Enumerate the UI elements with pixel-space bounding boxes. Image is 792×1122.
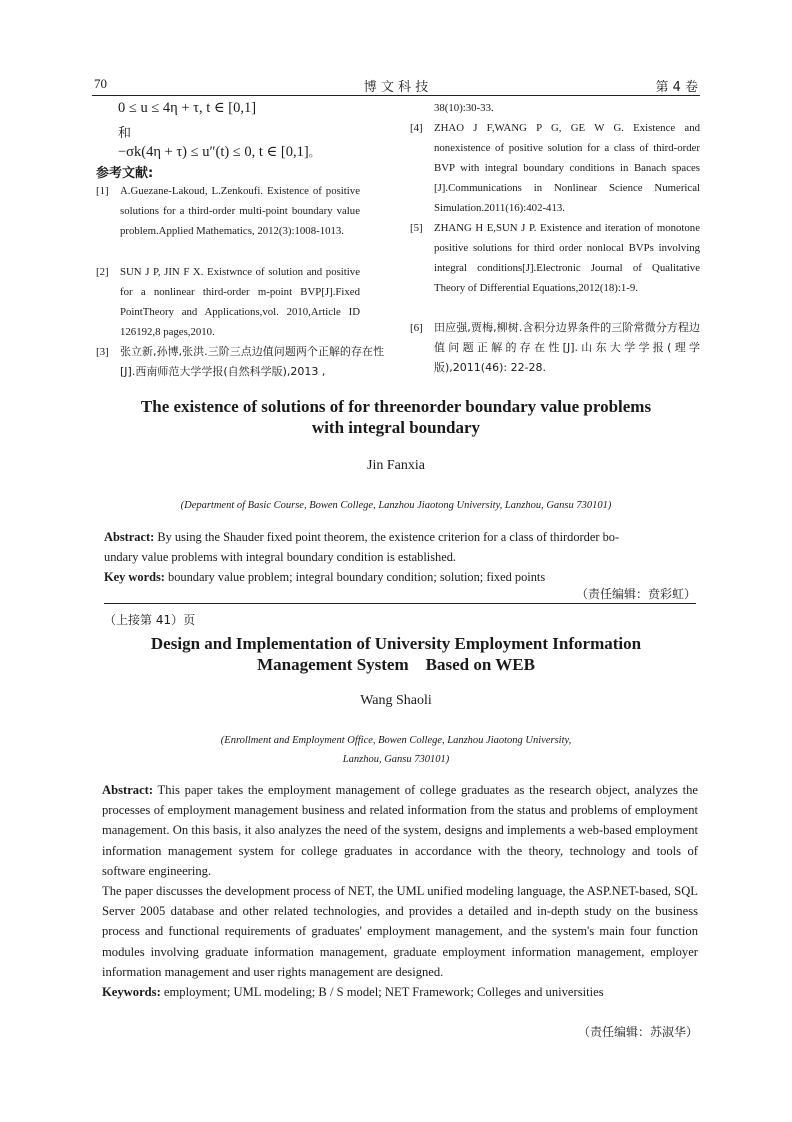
article2-title	[60, 633, 732, 675]
article1-title-line-2: with integral boundary	[311, 418, 481, 437]
keywords-label: Key words:	[104, 570, 165, 585]
reference-number: [1]	[96, 185, 109, 197]
article1-title	[60, 396, 732, 438]
keywords-text: boundary value problem; integral boundary condition; solution; fixed points	[164, 570, 546, 585]
reference-2	[96, 262, 360, 342]
article1-abstract	[104, 527, 690, 588]
reference-text: A.Guezane-Lakoud, L.Zenkoufi. Existence of positive solutions for a third-order multi-point boundary value problem.Applied Mathematics, 2012(3):1008-1013.	[120, 185, 360, 237]
article1-affiliation: (Department of Basic Course, Bowen College, Lanzhou Jiaotong University, Lanzhou, Gansu 730101)	[180, 500, 612, 511]
keywords-text: employment; UML modeling; B / S model; NET Framework; Colleges and universities	[160, 985, 604, 1000]
references-heading: 参考文献:	[96, 166, 154, 181]
section-rule	[104, 603, 696, 604]
article2-title-line-1: Design and Implementation of University Employment Information	[150, 634, 642, 653]
reference-number: [6]	[410, 322, 423, 334]
journal-name: 博 文 科 技	[363, 80, 429, 95]
reference-4	[410, 118, 700, 218]
reference-text: ZHAO J F,WANG P G, GE W G. Existence and nonexistence of positive solution for a class of third-order BVP with integral boundary conditions in Banach spaces [J].Communications in Nonlinear Science Numerical Simulation.2011(16):402-413.	[434, 122, 700, 214]
article2-abstract-p2: The paper discusses the development process of NET, the UML unified modeling language, the ASP.NET-based, SQL Server 2005 database and other related technologies, and provides a detailed and in-depth study on the business process and functional requirements of graduates' employment management, and the system's main four function modules involving graduate information management, graduate employment information management, employer information management and user rights management are designed.	[102, 884, 698, 979]
reference-text: 张立新,孙博,张洪.三阶三点边值问题两个正解的存在性[J].西南师范大学学报(自然科学版),2013 ,	[120, 345, 384, 378]
article2-affiliation-line-1: (Enrollment and Employment Office, Bowen College, Lanzhou Jiaotong University,	[220, 735, 572, 746]
reference-text: 田应强,贾梅,柳树.含积分边界条件的三阶常微分方程边值问题正解的存在性[J].山东大学学报(理学版),2011(46): 22-28.	[434, 321, 700, 374]
article1-abstract-line-1	[104, 527, 690, 547]
math-line-2	[118, 144, 320, 161]
header-rule	[92, 95, 700, 96]
article2-abstract	[102, 780, 698, 1002]
abstract-text-1: By using the Shauder fixed point theorem, the existence criterion for a class of thirdorder bo-	[154, 530, 620, 544]
abstract-label: Abstract:	[104, 530, 155, 544]
page-number: 70	[94, 76, 107, 91]
math-line-1: 0 ≤ u ≤ 4η + τ, t ∈ [0,1]	[118, 100, 257, 116]
article1-abstract-line-2: undary value problems with integral boundary condition is established.	[104, 550, 457, 565]
article1-editor: （责任编辑：贲彩虹）	[575, 587, 696, 601]
article2-author: Wang Shaoli	[360, 693, 432, 708]
reference-number: [3]	[96, 346, 109, 358]
article2-editor: （责任编辑：苏淑华）	[577, 1025, 698, 1039]
reference-3-continuation: 38(10):30-33.	[434, 102, 494, 114]
math-conjunction: 和	[118, 126, 132, 141]
reference-number: [2]	[96, 266, 109, 278]
article2-affiliation-line-2: Lanzhou, Gansu 730101)	[342, 754, 450, 765]
reference-5	[410, 218, 700, 298]
math-period: 。	[308, 147, 320, 159]
reference-number: [5]	[410, 222, 423, 234]
reference-1	[96, 181, 360, 241]
abstract-text-1: This paper takes the employment management of college graduates as the research object, analyzes the processes of employment management business and related information from the status and problems of employment management. On this basis, it also analyzes the need of the system, designs and implements a web-based employment information management system for college graduates in accordance with the theory, technology and tools of software engineering.	[102, 783, 698, 878]
article2-abstract-p1	[102, 780, 698, 881]
abstract-label: Abstract:	[102, 783, 154, 797]
article2-affiliation	[60, 731, 732, 769]
continued-from-label: （上接第 41）页	[104, 613, 196, 627]
reference-3	[96, 342, 384, 382]
article2-keywords	[102, 982, 698, 1002]
article2-title-line-2: Management System Based on WEB	[257, 655, 535, 674]
reference-number: [4]	[410, 122, 423, 134]
reference-text: ZHANG H E,SUN J P. Existence and iteration of monotone positive solutions for third order nonlocal BVPs involving integral conditions[J].Electronic Journal of Qualitative Theory of Differential Equations,2012(18):1-9.	[434, 222, 700, 294]
math-line-2-text: −σk(4η + τ) ≤ u″(t) ≤ 0, t ∈ [0,1]	[118, 144, 309, 160]
reference-text: SUN J P, JIN F X. Existwnce of solution and positive for a nonlinear third-order m-point BVP[J].Fixed PointTheory and Applications,vol. 2010,Article ID 126192,8 pages,2010.	[120, 266, 360, 338]
volume-label: 第 4 卷	[655, 80, 698, 95]
keywords-label: Keywords:	[102, 985, 161, 1000]
article1-title-line-1: The existence of solutions of for threenorder boundary value problems	[140, 397, 652, 416]
article1-author: Jin Fanxia	[367, 458, 425, 473]
reference-6	[410, 318, 700, 378]
